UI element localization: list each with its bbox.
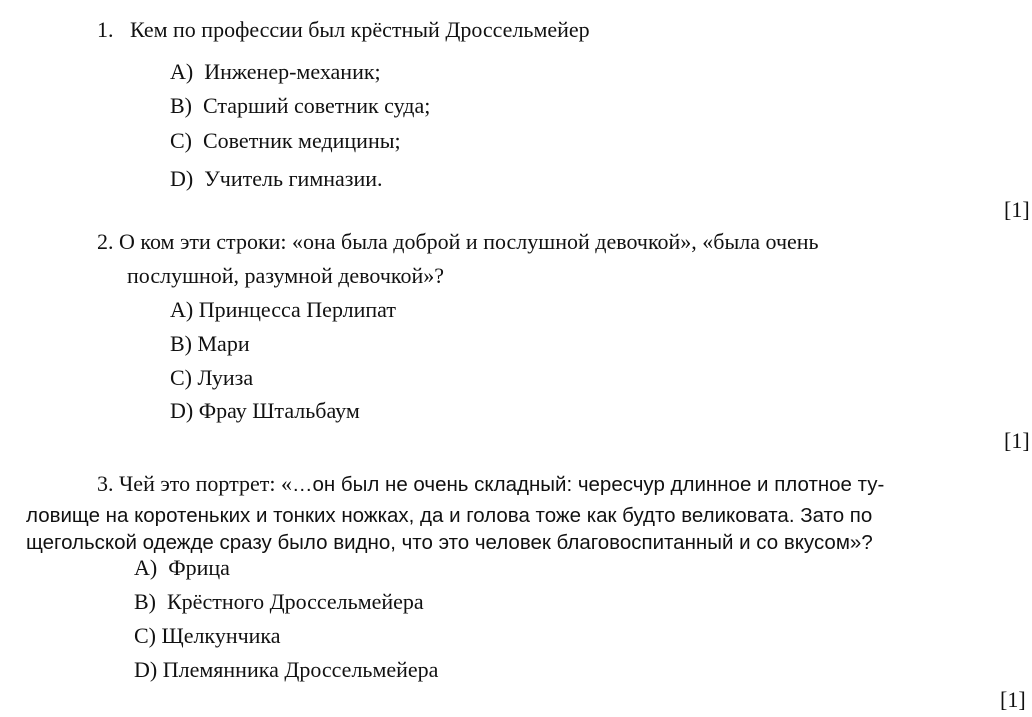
question-1-mark: [1] [1004,197,1030,222]
question-1-number: 1. [97,17,114,42]
question-3-text-line-3: щегольской одежде сразу было видно, что это человек благовоспитанный и со вкусом»? [26,531,873,554]
question-3-option-a: A) Фрица [134,555,230,580]
question-3-option-b: B) Крёстного Дроссельмейера [134,589,424,614]
question-2-option-b: B) Мари [170,331,250,356]
question-2-option-c: C) Луиза [170,365,254,390]
question-3-text-line-1 [97,471,884,498]
question-3-mark: [1] [1000,687,1026,712]
question-1-text: Кем по профессии был крёстный Дроссельмейер [130,17,590,42]
question-3-number: 3. [97,471,114,496]
question-1-title [97,17,590,43]
question-1-option-b: B) Старший советник суда; [170,93,431,118]
question-3-lead: Чей это портрет: « [119,471,292,496]
question-2-text: О ком эти строки: «она была доброй и послушной девочкой», «была очень [119,229,819,254]
question-2-number: 2. [97,229,114,254]
question-1-option-c: C) Советник медицины; [170,128,401,153]
question-2-title-line-1 [97,229,819,255]
question-2-title-line-2: послушной, разумной девочкой»? [127,263,445,288]
question-2-option-a: A) Принцесса Перлипат [170,297,396,322]
question-3-quote-start: …он был не очень складный: чересчур длинное и плотное ту- [291,473,885,496]
question-1-option-a: A) Инженер-механик; [170,59,381,84]
question-2-mark: [1] [1004,428,1030,453]
question-1-option-d: D) Учитель гимназии. [170,166,383,191]
question-3-text-line-2: ловище на коротеньких и тонких ножках, да и голова тоже как будто великовата. Зато по [26,504,873,527]
question-3-option-c: C) Щелкунчика [134,623,281,648]
question-2-option-d: D) Фрау Штальбаум [170,398,360,423]
question-3-option-d: D) Племянника Дроссельмейера [134,657,439,682]
